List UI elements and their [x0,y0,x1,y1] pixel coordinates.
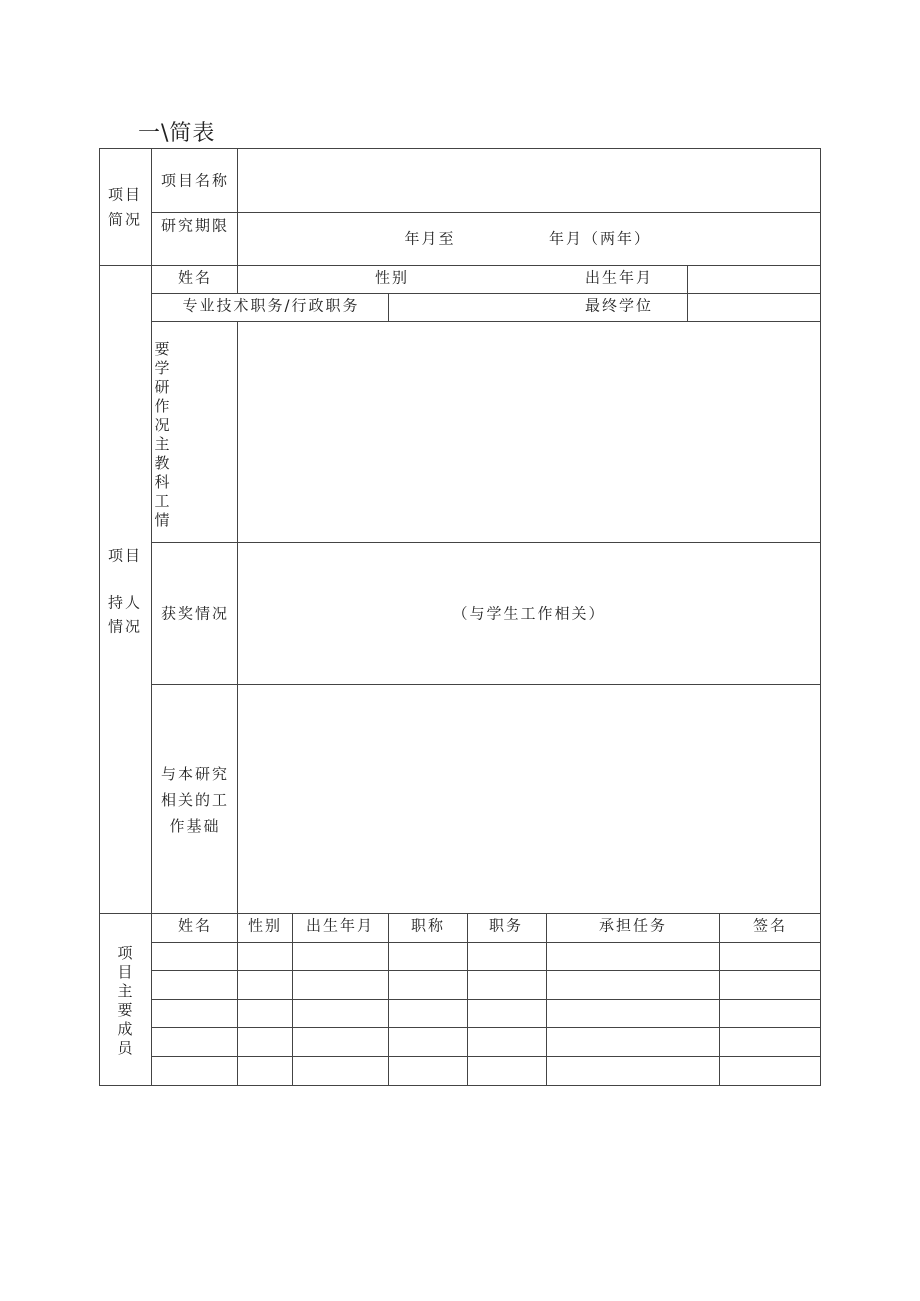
host-degree-label: 最终学位 [584,296,654,315]
members-col-name: 姓名 [177,916,213,935]
work-basis-label-line-1: 与本研究 [160,765,229,783]
teaching-research-field[interactable] [238,322,820,542]
member-cell[interactable] [389,1000,467,1027]
host-title-label: 专业技术职务/行政职务 [182,296,360,315]
member-cell[interactable] [468,943,546,970]
host-name-label: 姓名 [177,268,213,287]
work-basis-label-line-2: 相关的工 [160,791,229,809]
member-cell[interactable] [293,1057,388,1084]
member-cell[interactable] [238,1057,292,1084]
member-cell[interactable] [152,943,237,970]
award-field[interactable] [238,543,820,684]
member-cell[interactable] [389,971,467,999]
members-col-birth: 出生年月 [305,916,375,935]
host-section-label-1: 项目 [107,546,143,565]
member-cell[interactable] [152,971,237,999]
period-start-text: 年月至 [404,229,456,248]
member-cell[interactable] [547,1000,719,1027]
member-cell[interactable] [152,1028,237,1056]
table-border-bottom [99,1085,821,1086]
member-cell[interactable] [293,971,388,999]
page-title: 一\简表 [138,121,216,146]
host-gender-label: 性别 [374,268,410,287]
member-cell[interactable] [293,943,388,970]
period-end-text: 年月（两年） [548,229,652,248]
member-cell[interactable] [238,1028,292,1056]
members-col-position: 职务 [488,916,524,935]
research-period-field[interactable] [238,213,820,265]
host-birth-label: 出生年月 [584,268,654,287]
project-name-field[interactable] [238,149,820,212]
work-basis-label-line-3: 作基础 [169,817,221,835]
member-cell[interactable] [720,1057,819,1084]
member-cell[interactable] [389,1028,467,1056]
member-cell[interactable] [547,971,719,999]
member-cell[interactable] [238,943,292,970]
overview-section-label-1: 项目 [107,185,143,204]
member-cell[interactable] [547,1057,719,1084]
section-divider-members [99,913,821,914]
members-col-gender: 性别 [247,916,283,935]
member-cell[interactable] [720,971,819,999]
members-section-label: 项目主要成员 [117,944,133,1057]
member-cell[interactable] [468,1000,546,1027]
member-cell[interactable] [293,1028,388,1056]
member-cell[interactable] [468,1057,546,1084]
award-hint: （与学生工作相关） [452,604,606,623]
members-col-signature: 签名 [752,916,788,935]
member-cell[interactable] [468,1028,546,1056]
member-cell[interactable] [152,1057,237,1084]
member-cell[interactable] [389,943,467,970]
work-basis-field[interactable] [238,685,820,913]
table-border-right [820,148,821,1086]
member-cell[interactable] [720,1000,819,1027]
host-gender-field[interactable] [420,266,560,293]
member-cell[interactable] [547,943,719,970]
overview-section-label-2: 简况 [107,210,143,229]
member-cell[interactable] [152,1000,237,1027]
award-label: 获奖情况 [160,604,230,623]
host-section-label-2: 持人 [107,593,143,612]
members-col-task: 承担任务 [598,916,668,935]
host-title-field[interactable] [389,294,559,321]
project-name-label: 项目名称 [160,171,230,190]
member-cell[interactable] [720,1028,819,1056]
member-cell[interactable] [720,943,819,970]
host-name-field[interactable] [238,266,368,293]
member-cell[interactable] [238,971,292,999]
research-period-label: 研究期限 [160,216,230,235]
teaching-research-label: 要学研作况主教科工情 [154,340,170,529]
members-col-title: 职称 [410,916,446,935]
host-degree-field[interactable] [688,294,820,321]
member-cell[interactable] [468,971,546,999]
host-section-label-3: 情况 [107,617,143,636]
host-birth-field[interactable] [688,266,820,293]
table-border-left [99,148,100,1086]
work-basis-label [150,761,240,839]
member-cell[interactable] [293,1000,388,1027]
member-cell[interactable] [238,1000,292,1027]
member-cell[interactable] [547,1028,719,1056]
member-cell[interactable] [389,1057,467,1084]
